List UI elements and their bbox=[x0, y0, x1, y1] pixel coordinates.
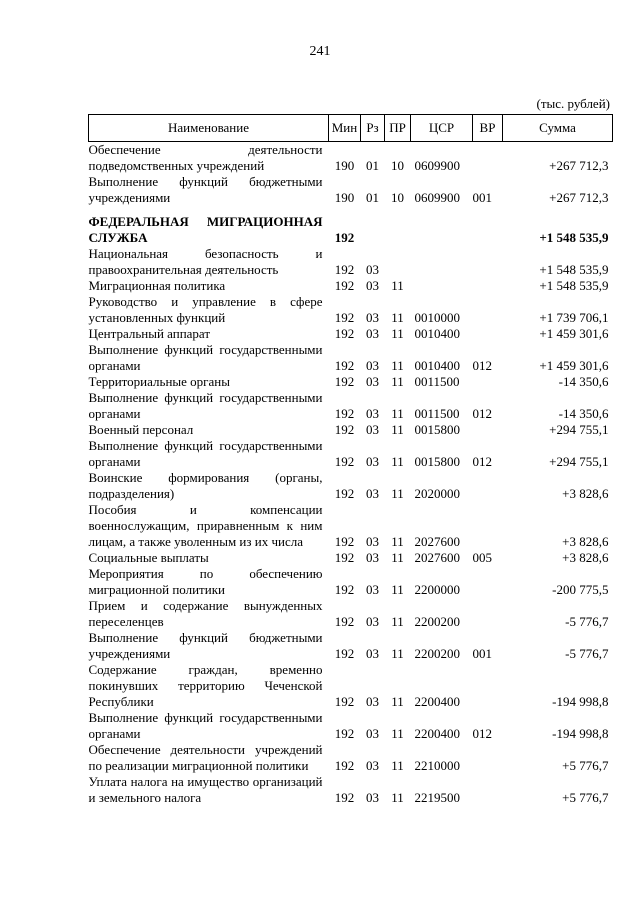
row-min: 192 bbox=[334, 486, 355, 501]
row-name: Пособия и компенсации военнослужащим, приравненным к ним лицам, а также уволенным из их числа bbox=[88, 502, 323, 549]
row-vr bbox=[473, 566, 503, 598]
table-row bbox=[89, 710, 613, 742]
table-row bbox=[89, 342, 613, 374]
row-pr: 11 bbox=[391, 614, 404, 629]
row-rz: 03 bbox=[366, 534, 379, 549]
row-pr: 11 bbox=[391, 406, 404, 421]
row-vr bbox=[473, 246, 503, 278]
row-csr: 2200000 bbox=[414, 582, 460, 597]
row-name: Выполнение функций государственными органами bbox=[88, 390, 323, 421]
row-csr: 0015800 bbox=[414, 454, 460, 469]
row-pr: 10 bbox=[391, 158, 404, 173]
row-pr: 11 bbox=[391, 582, 404, 597]
row-rz: 03 bbox=[366, 262, 379, 277]
row-sum: +267 712,3 bbox=[549, 190, 609, 205]
row-min: 192 bbox=[334, 230, 355, 245]
row-vr bbox=[473, 422, 503, 438]
row-min: 192 bbox=[334, 310, 355, 325]
table-row bbox=[89, 246, 613, 278]
row-rz: 03 bbox=[366, 758, 379, 773]
row-name: Выполнение функций бюджетными учреждениями bbox=[88, 630, 323, 661]
table-row bbox=[89, 294, 613, 326]
row-name: ФЕДЕРАЛЬНАЯ МИГРАЦИОННАЯ СЛУЖБА bbox=[88, 214, 323, 245]
row-min: 192 bbox=[334, 262, 355, 277]
row-pr: 11 bbox=[391, 790, 404, 805]
row-name: Центральный аппарат bbox=[88, 326, 211, 341]
table-row bbox=[89, 174, 613, 206]
row-rz: 03 bbox=[366, 310, 379, 325]
row-name: Национальная безопасность и правоохранительная деятельность bbox=[88, 246, 323, 277]
header-sum: Сумма bbox=[503, 115, 613, 142]
row-rz: 03 bbox=[366, 582, 379, 597]
row-pr: 11 bbox=[391, 534, 404, 549]
row-sum: +1 459 301,6 bbox=[539, 358, 609, 373]
row-rz: 03 bbox=[366, 358, 379, 373]
row-rz: 03 bbox=[366, 694, 379, 709]
row-rz: 03 bbox=[366, 454, 379, 469]
row-pr: 11 bbox=[391, 358, 404, 373]
row-min: 192 bbox=[334, 550, 355, 565]
row-csr: 0011500 bbox=[414, 374, 460, 389]
row-sum: +294 755,1 bbox=[549, 422, 609, 437]
row-sum: -14 350,6 bbox=[558, 406, 609, 421]
row-pr bbox=[385, 206, 411, 246]
row-sum: +5 776,7 bbox=[562, 758, 609, 773]
row-csr: 0010400 bbox=[414, 326, 460, 341]
row-pr: 11 bbox=[391, 758, 404, 773]
header-name: Наименование bbox=[89, 115, 329, 142]
row-min: 192 bbox=[334, 358, 355, 373]
row-vr: 012 bbox=[472, 358, 492, 373]
table-row bbox=[89, 422, 613, 438]
row-pr: 10 bbox=[391, 190, 404, 205]
row-rz: 03 bbox=[366, 278, 379, 293]
table-row bbox=[89, 550, 613, 566]
budget-table bbox=[88, 114, 613, 806]
row-rz: 03 bbox=[366, 422, 379, 437]
row-vr bbox=[473, 598, 503, 630]
row-min: 192 bbox=[334, 454, 355, 469]
row-sum: +1 548 535,9 bbox=[539, 230, 609, 245]
table-row bbox=[89, 630, 613, 662]
row-sum: -5 776,7 bbox=[565, 614, 609, 629]
table-row bbox=[89, 438, 613, 470]
table-row bbox=[89, 566, 613, 598]
row-vr bbox=[473, 294, 503, 326]
row-rz: 03 bbox=[366, 726, 379, 741]
row-pr: 11 bbox=[391, 726, 404, 741]
row-csr bbox=[411, 246, 473, 278]
row-sum: +3 828,6 bbox=[562, 486, 609, 501]
row-pr bbox=[385, 246, 411, 278]
row-csr: 2210000 bbox=[414, 758, 460, 773]
row-sum: +5 776,7 bbox=[562, 790, 609, 805]
row-csr: 0609900 bbox=[414, 190, 460, 205]
row-rz: 03 bbox=[366, 486, 379, 501]
row-vr: 001 bbox=[472, 190, 492, 205]
row-sum: +1 739 706,1 bbox=[539, 310, 609, 325]
row-csr bbox=[411, 278, 473, 294]
row-rz: 03 bbox=[366, 374, 379, 389]
row-csr: 0010000 bbox=[414, 310, 460, 325]
row-rz: 03 bbox=[366, 326, 379, 341]
row-pr: 11 bbox=[391, 422, 404, 437]
table-row bbox=[89, 742, 613, 774]
row-min: 192 bbox=[334, 646, 355, 661]
row-pr: 11 bbox=[391, 646, 404, 661]
row-rz: 01 bbox=[366, 190, 379, 205]
table-row bbox=[89, 502, 613, 550]
table-row bbox=[89, 390, 613, 422]
row-sum: +1 548 535,9 bbox=[539, 262, 609, 277]
row-rz: 03 bbox=[366, 614, 379, 629]
row-csr: 2219500 bbox=[414, 790, 460, 805]
row-vr: 001 bbox=[472, 646, 492, 661]
row-name: Территориальные органы bbox=[88, 374, 230, 389]
row-name: Военный персонал bbox=[88, 422, 194, 437]
header-rz: Рз bbox=[361, 115, 385, 142]
row-pr: 11 bbox=[391, 310, 404, 325]
row-pr: 11 bbox=[391, 278, 404, 293]
row-min: 192 bbox=[334, 694, 355, 709]
row-csr: 2200400 bbox=[414, 726, 460, 741]
table-row bbox=[89, 142, 613, 175]
table-row bbox=[89, 326, 613, 342]
row-name: Содержание граждан, временно покинувших территорию Чеченской Республики bbox=[88, 662, 323, 709]
row-name: Обеспечение деятельности подведомственных учреждений bbox=[88, 142, 323, 173]
row-csr: 2200200 bbox=[414, 614, 460, 629]
row-vr bbox=[473, 742, 503, 774]
row-pr: 11 bbox=[391, 550, 404, 565]
row-min: 192 bbox=[334, 326, 355, 341]
row-pr: 11 bbox=[391, 454, 404, 469]
row-vr bbox=[473, 278, 503, 294]
row-vr bbox=[473, 502, 503, 550]
row-min: 192 bbox=[334, 406, 355, 421]
row-rz: 03 bbox=[366, 646, 379, 661]
row-sum: -200 775,5 bbox=[552, 582, 609, 597]
row-vr bbox=[473, 470, 503, 502]
row-vr: 005 bbox=[472, 550, 492, 565]
row-csr: 0011500 bbox=[414, 406, 460, 421]
row-sum: +267 712,3 bbox=[549, 158, 609, 173]
header-min: Мин bbox=[329, 115, 361, 142]
row-csr: 0010400 bbox=[414, 358, 460, 373]
row-min: 192 bbox=[334, 614, 355, 629]
row-rz: 03 bbox=[366, 790, 379, 805]
row-sum: +294 755,1 bbox=[549, 454, 609, 469]
row-vr bbox=[473, 142, 503, 175]
row-rz bbox=[361, 206, 385, 246]
row-pr: 11 bbox=[391, 374, 404, 389]
row-name: Выполнение функций государственными органами bbox=[88, 710, 323, 741]
row-csr: 2027600 bbox=[414, 534, 460, 549]
header-csr: ЦСР bbox=[411, 115, 473, 142]
row-sum: +3 828,6 bbox=[562, 550, 609, 565]
header-pr: ПР bbox=[385, 115, 411, 142]
units-label: (тыс. рублей) bbox=[536, 96, 610, 111]
table-body bbox=[89, 142, 613, 807]
row-min: 190 bbox=[334, 190, 355, 205]
row-pr: 11 bbox=[391, 326, 404, 341]
row-name: Миграционная политика bbox=[88, 278, 226, 293]
table-row bbox=[89, 774, 613, 806]
row-name: Социальные выплаты bbox=[88, 550, 209, 565]
row-csr: 2200400 bbox=[414, 694, 460, 709]
row-min: 192 bbox=[334, 726, 355, 741]
row-sum: -14 350,6 bbox=[558, 374, 609, 389]
row-sum: -194 998,8 bbox=[552, 694, 609, 709]
agency-row bbox=[89, 206, 613, 246]
row-min: 192 bbox=[334, 422, 355, 437]
row-vr bbox=[473, 326, 503, 342]
row-sum: -5 776,7 bbox=[565, 646, 609, 661]
row-vr: 012 bbox=[472, 454, 492, 469]
row-name: Выполнение функций государственными органами bbox=[88, 438, 323, 469]
row-sum: +1 548 535,9 bbox=[539, 278, 609, 293]
row-csr: 0609900 bbox=[414, 158, 460, 173]
row-rz: 03 bbox=[366, 550, 379, 565]
table-header bbox=[89, 115, 613, 142]
row-min: 192 bbox=[334, 758, 355, 773]
table-row bbox=[89, 662, 613, 710]
row-csr: 2027600 bbox=[414, 550, 460, 565]
row-name: Прием и содержание вынужденных переселенцев bbox=[88, 598, 323, 629]
row-min: 192 bbox=[334, 374, 355, 389]
row-rz: 03 bbox=[366, 406, 379, 421]
row-sum: +1 459 301,6 bbox=[539, 326, 609, 341]
row-vr: 012 bbox=[472, 406, 492, 421]
row-min: 192 bbox=[334, 790, 355, 805]
table-row bbox=[89, 598, 613, 630]
row-csr: 2020000 bbox=[414, 486, 460, 501]
row-vr: 012 bbox=[472, 726, 492, 741]
row-csr bbox=[411, 206, 473, 246]
row-name: Воинские формирования (органы, подразделения) bbox=[88, 470, 323, 501]
row-pr: 11 bbox=[391, 486, 404, 501]
row-vr bbox=[473, 374, 503, 390]
row-pr: 11 bbox=[391, 694, 404, 709]
table-row bbox=[89, 374, 613, 390]
row-min: 192 bbox=[334, 534, 355, 549]
table-row bbox=[89, 470, 613, 502]
row-rz: 01 bbox=[366, 158, 379, 173]
row-sum: -194 998,8 bbox=[552, 726, 609, 741]
row-csr: 2200200 bbox=[414, 646, 460, 661]
row-min: 192 bbox=[334, 582, 355, 597]
row-name: Выполнение функций бюджетными учреждениями bbox=[88, 174, 323, 205]
header-vr: ВР bbox=[473, 115, 503, 142]
table-row bbox=[89, 278, 613, 294]
row-vr bbox=[473, 206, 503, 246]
page-number: 241 bbox=[309, 44, 331, 59]
row-name: Уплата налога на имущество организаций и земельного налога bbox=[88, 774, 323, 805]
row-name: Выполнение функций государственными органами bbox=[88, 342, 323, 373]
row-name: Обеспечение деятельности учреждений по реализации миграционной политики bbox=[88, 742, 323, 773]
row-csr: 0015800 bbox=[414, 422, 460, 437]
row-vr bbox=[473, 662, 503, 710]
row-vr bbox=[473, 774, 503, 806]
row-min: 190 bbox=[334, 158, 355, 173]
row-min: 192 bbox=[334, 278, 355, 293]
row-name: Руководство и управление в сфере установленных функций bbox=[88, 294, 323, 325]
row-sum: +3 828,6 bbox=[562, 534, 609, 549]
row-name: Мероприятия по обеспечению миграционной политики bbox=[88, 566, 323, 597]
